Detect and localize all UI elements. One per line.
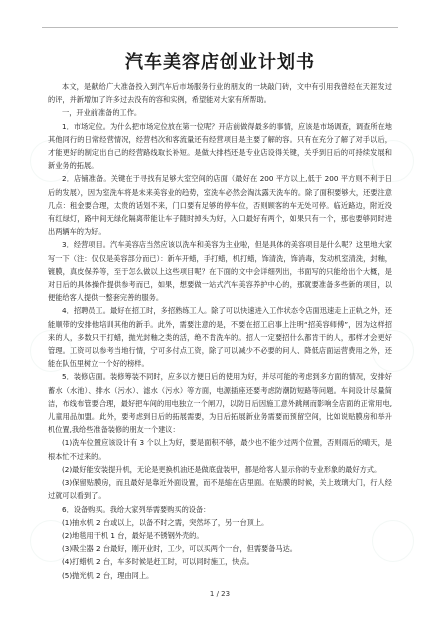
paragraph: 4．招聘员工。最好在招工时，多招熟练工人。除了可以快速进入工作状态令店面迅速走上正轨之外，还能顺带的安排他培训其他的新手。此外，需要注意的是，不要在招工启事上注明“招美容师傅”，因为这样招来的人，多数只干打蜡，抛光封釉之类的活，绝不肯洗车的。招人一定要招什么都肯干的人，那样才会更好管理。工资可以参考当地行情，宁可多付点工资，除了可以减少不必要的问人、降低店面运营费用之外，还能在队伍里树立一个好的榜样。: [48, 306, 392, 369]
list-item: (1)抽水机 2 台或以上，以备不时之需，突然坏了，另一台顶上。: [62, 517, 269, 527]
paragraph: 6．设备购买。我给大家列举需要购买的设备：: [62, 504, 211, 514]
document-body: [48, 80, 392, 582]
list-item: (1)洗车位置应该设计有 3 个以上为好，要是面积不够，最少也不能少过两个位置，否则雨后的晴天，是根本忙不过来的。: [48, 438, 392, 461]
list-item: (2)地毯用干机 1 台，最好是不锈钢外壳的。: [62, 530, 204, 540]
list-item: (3)吸尘器 2 台最好，刚开业时，工少，可以买两个一台，但需要备马达。: [62, 544, 297, 554]
document-title: 汽车美容店创业计划书: [125, 52, 315, 73]
list-item: (4)打蜡机 2 台，车多时候是赶工时，可以同时施工，快点。: [62, 557, 254, 567]
paragraph: 1．市场定位。为什么把市场定位放在第一位呢？开店前做得最多的事情，应该是市场调查，调查所在地其他同行的日常经营情况，经营档次和客流量还有经营项目是主要了解的容。只有在充分了解了对手以后，才能更好的制定出自己的经营路线取长补短。是做大排档还是专业店设得关键，关乎到日后的可持续发展和新业务的拓展。: [48, 121, 392, 171]
section-heading: 一，开业前准备的工作。: [62, 108, 142, 118]
paragraph: 2．店铺准备。关键在于寻找有足够大室空间的店面（最好在 200 平方以上,低于 200 平方则不利于日后的发展），因为室洗车将是未来美容业的趋势，室洗车必然会淘汰露天洗车的。除了面积要够大，还要注意几点：租金要合理，太贵的话划不来，门口要有足够的停车位，否则顾客的车无处可停。临近路边，附近没有红绿灯，路中间无绿化隔离带能让车子随时掉头为好，入口最好有两个，如果只有一个，那也要够同时进出两辆车的为好。: [48, 174, 392, 237]
page-number: 1 / 23: [209, 590, 231, 598]
paragraph: 3．经营项目。汽车美容店当然应该以洗车和美容为主业啦，但是具体的美容项目是什么呢？这里地大家写一下（注：仅仅是美容部分而已）：新车开蜡，手打蜡，机打蜡，饰清洗，饰消毒，发动机室清洗，封釉，镀膜，真皮保养等，至于怎么做以上这些项目呢？在下面的文中会详细列出，书面写的只能给出个大概，是对日后的具体操作提供参考而已，如果，想要做一站式汽车美容养护中心的，那就要准备多些新的项目，以便能给客人提供一整套完善的服务。: [48, 240, 392, 303]
header-divider: [42, 27, 398, 28]
list-item: (5)抛光机 2 台，理由同上。: [62, 570, 154, 580]
list-item: (3)保留贴膜房，而且最好是靠近外面设置，而不是缩在店里面。在贴膜的时候，关上玻璃大门，行人经过就可以看到了。: [48, 478, 392, 501]
paragraph: 5．装修店面。装修筹装不同时，应多以方便日后的使用为好，并尽可能的考虑到多方面的情况，安排好蓄水（水池）、排水（污水）、滤水（污水）等方面，电源插座还要考虑防潮防短路等问题。车间设计尽量简洁，布线布管要合理，最好把车间的用电独立一个闸刀，以防日后因施工意外跳闸而影响全店面的正常用电,儿童用品加盟。此外，要考虑到日后的拓展需要，为日后拓展新业务需要而预留空间，比如说贴膜房和举升机位置,我给些准备装修的朋友一个建议：: [48, 372, 392, 435]
paragraph: 本文，是献给广大准备投入到汽车后市场服务行业的朋友的一块敲门砖，文中有引用我曾经在天涯发过的评，并新增加了许多过去没有的容和实例，希望能对大家有所帮助。: [48, 82, 392, 105]
list-item: (2)最好能安装提升机，无论是更换机油还是做底盘装甲，都是给客人显示你的专业形象的最好方式。: [62, 464, 382, 474]
